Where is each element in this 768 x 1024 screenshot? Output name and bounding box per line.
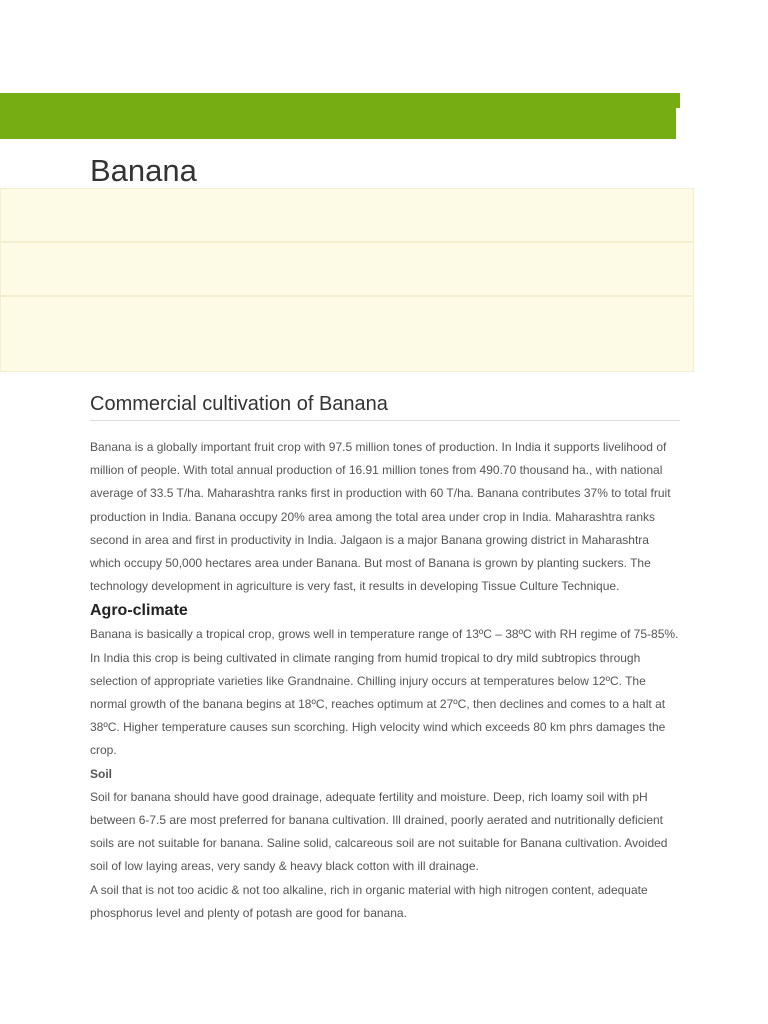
- page-title: Banana: [90, 153, 197, 188]
- info-row-2: [0, 242, 694, 296]
- header-bar: [0, 93, 676, 139]
- agro-climate-paragraph: Banana is basically a tropical crop, grows well in temperature range of 13ºC – 38ºC with RH regime of 75-85%. In India this crop is being cultivated in climate ranging from humid tropical to dry mild subtropics through selection of appropriate varieties like Grandnaine. Chilling injury occurs at temperatures below 12ºC. The normal growth of the banana begins at 18ºC, reaches optimum at 27ºC, then declines and comes to a halt at 38ºC. Higher temperature causes sun scorching. High velocity wind which exceeds 80 km phrs damages the crop.: [90, 627, 679, 758]
- section-heading: Commercial cultivation of Banana: [90, 390, 680, 421]
- info-row-1: [0, 188, 694, 242]
- agro-climate-heading: Agro-climate: [90, 602, 188, 620]
- article-body: [90, 390, 680, 925]
- header-bar-tab: [676, 93, 680, 108]
- soil-paragraph-1: Soil for banana should have good drainage, adequate fertility and moisture. Deep, rich loamy soil with pH between 6-7.5 are most preferred for banana cultivation. Ill drained, poorly aerated and nutritionally deficient soils are not suitable for banana. Saline solid, calcareous soil are not suitable for Banana cultivation. Avoided soil of low laying areas, very sandy & heavy black cotton with ill drainage.: [90, 789, 668, 874]
- soil-heading: Soil: [90, 766, 113, 781]
- info-row-3: [0, 296, 694, 372]
- soil-paragraph-2: A soil that is not too acidic & not too alkaline, rich in organic material with high nitrogen content, adequate phosphorus level and plenty of potash are good for banana.: [90, 882, 648, 920]
- intro-paragraph: Banana is a globally important fruit crop with 97.5 million tones of production. In India it supports livelihood of million of people. With total annual production of 16.91 million tones from 490.70 thousand ha., with national average of 33.5 T/ha. Maharashtra ranks first in production with 60 T/ha. Banana contributes 37% to total fruit production in India. Banana occupy 20% area among the total area under crop in India. Maharashtra ranks second in area and first in productivity in India. Jalgaon is a major Banana growing district in Maharashtra which occupy 50,000 hectares area under Banana. But most of Banana is grown by planting suckers. The technology development in agriculture is very fast, it results in developing Tissue Culture Technique.: [90, 440, 671, 594]
